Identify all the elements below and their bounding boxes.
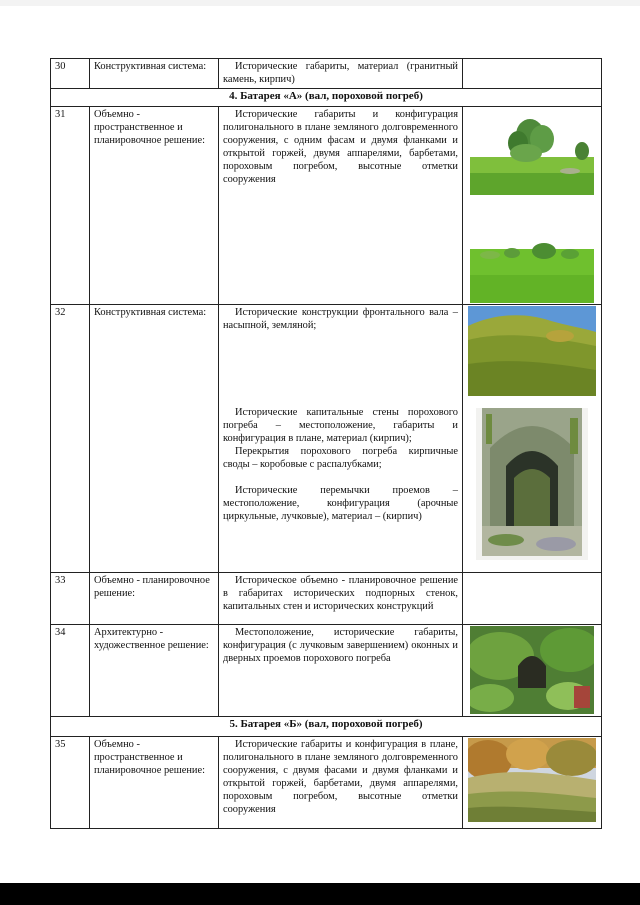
table-row [51, 107, 602, 305]
row-number: 32 [51, 305, 90, 573]
photo-cell [463, 107, 602, 305]
photo-cell-empty [463, 59, 602, 89]
table-row [51, 59, 602, 89]
row-name: Конструктивная система: [90, 59, 219, 89]
section-header-row [51, 717, 602, 737]
autumn-field-photo [468, 738, 596, 822]
description-paragraph: Исторические конструкции фронтального вала – насыпной, земляной; [223, 307, 458, 331]
photo-cell [463, 305, 602, 573]
row-description: Исторические габариты, материал (гранитный камень, кирпич) [219, 59, 463, 89]
table-row [51, 625, 602, 717]
photo-cell-empty [463, 573, 602, 625]
grass-field-photo [470, 235, 594, 303]
overgrown-opening-photo [470, 626, 594, 714]
photo-cell [463, 737, 602, 829]
row-description: Исторические габариты и конфигурация полигонального в плане земляного долговременного сооружения, с одним фасам и двумя фланками и открытой горжей, двумя аппарелями, барбетами, пороховым погребом, высотные отметки сооружения [219, 107, 463, 305]
row-number: 31 [51, 107, 90, 305]
description-paragraph: Перекрытия порохового погреба кирпичные своды – коробовые с распалубками; [223, 446, 458, 470]
description-paragraph: Исторические капитальные стены порохового погреба – местоположение, габариты и конфигурация в плане, материал (кирпич); [223, 407, 458, 444]
row-number: 33 [51, 573, 90, 625]
row-description [219, 305, 463, 573]
row-name: Объемно - планировочное решение: [90, 573, 219, 625]
row-name: Конструктивная система: [90, 305, 219, 573]
description-paragraph: Исторические перемычки проемов – местоположение, конфигурация (арочные циркульные, лучковые), материал – (кирпич) [223, 485, 458, 522]
row-name: Архитектурно - художественное решение: [90, 625, 219, 717]
row-number: 35 [51, 737, 90, 829]
row-description: Местоположение, исторические габариты, конфигурация (с лучковым завершением) оконных и дверных проемов порохового погреба [219, 625, 463, 717]
section-header-battery-b: 5. Батарея «Б» (вал, пороховой погреб) [51, 717, 602, 737]
row-description: Историческое объемно - планировочное решение в габаритах исторических подпорных стенок, капитальных стен и исторических конструкций [219, 573, 463, 625]
earthwork-rampart-photo [468, 306, 596, 396]
row-number: 34 [51, 625, 90, 717]
table-row [51, 573, 602, 625]
document-table [50, 58, 602, 829]
trees-meadow-photo [470, 113, 594, 195]
table-row [51, 305, 602, 573]
brick-vault-entrance-photo [476, 408, 588, 560]
row-number: 30 [51, 59, 90, 89]
scan-bottom-border [0, 883, 640, 905]
row-name: Объемно - пространственное и планировочное решение: [90, 737, 219, 829]
page-edge [0, 0, 640, 6]
photo-cell [463, 625, 602, 717]
row-name: Объемно - пространственное и планировочное решение: [90, 107, 219, 305]
table-row [51, 737, 602, 829]
section-header-battery-a: 4. Батарея «А» (вал, пороховой погреб) [51, 89, 602, 107]
row-description: Исторические габариты и конфигурация в плане, полигонального в плане земляного долговременного сооружения, с двумя фасами и двумя фланками и открытой горжей, барбетами, двумя аппарелями, пороховым погребом, высотные отметки сооружения [219, 737, 463, 829]
section-header-row [51, 89, 602, 107]
